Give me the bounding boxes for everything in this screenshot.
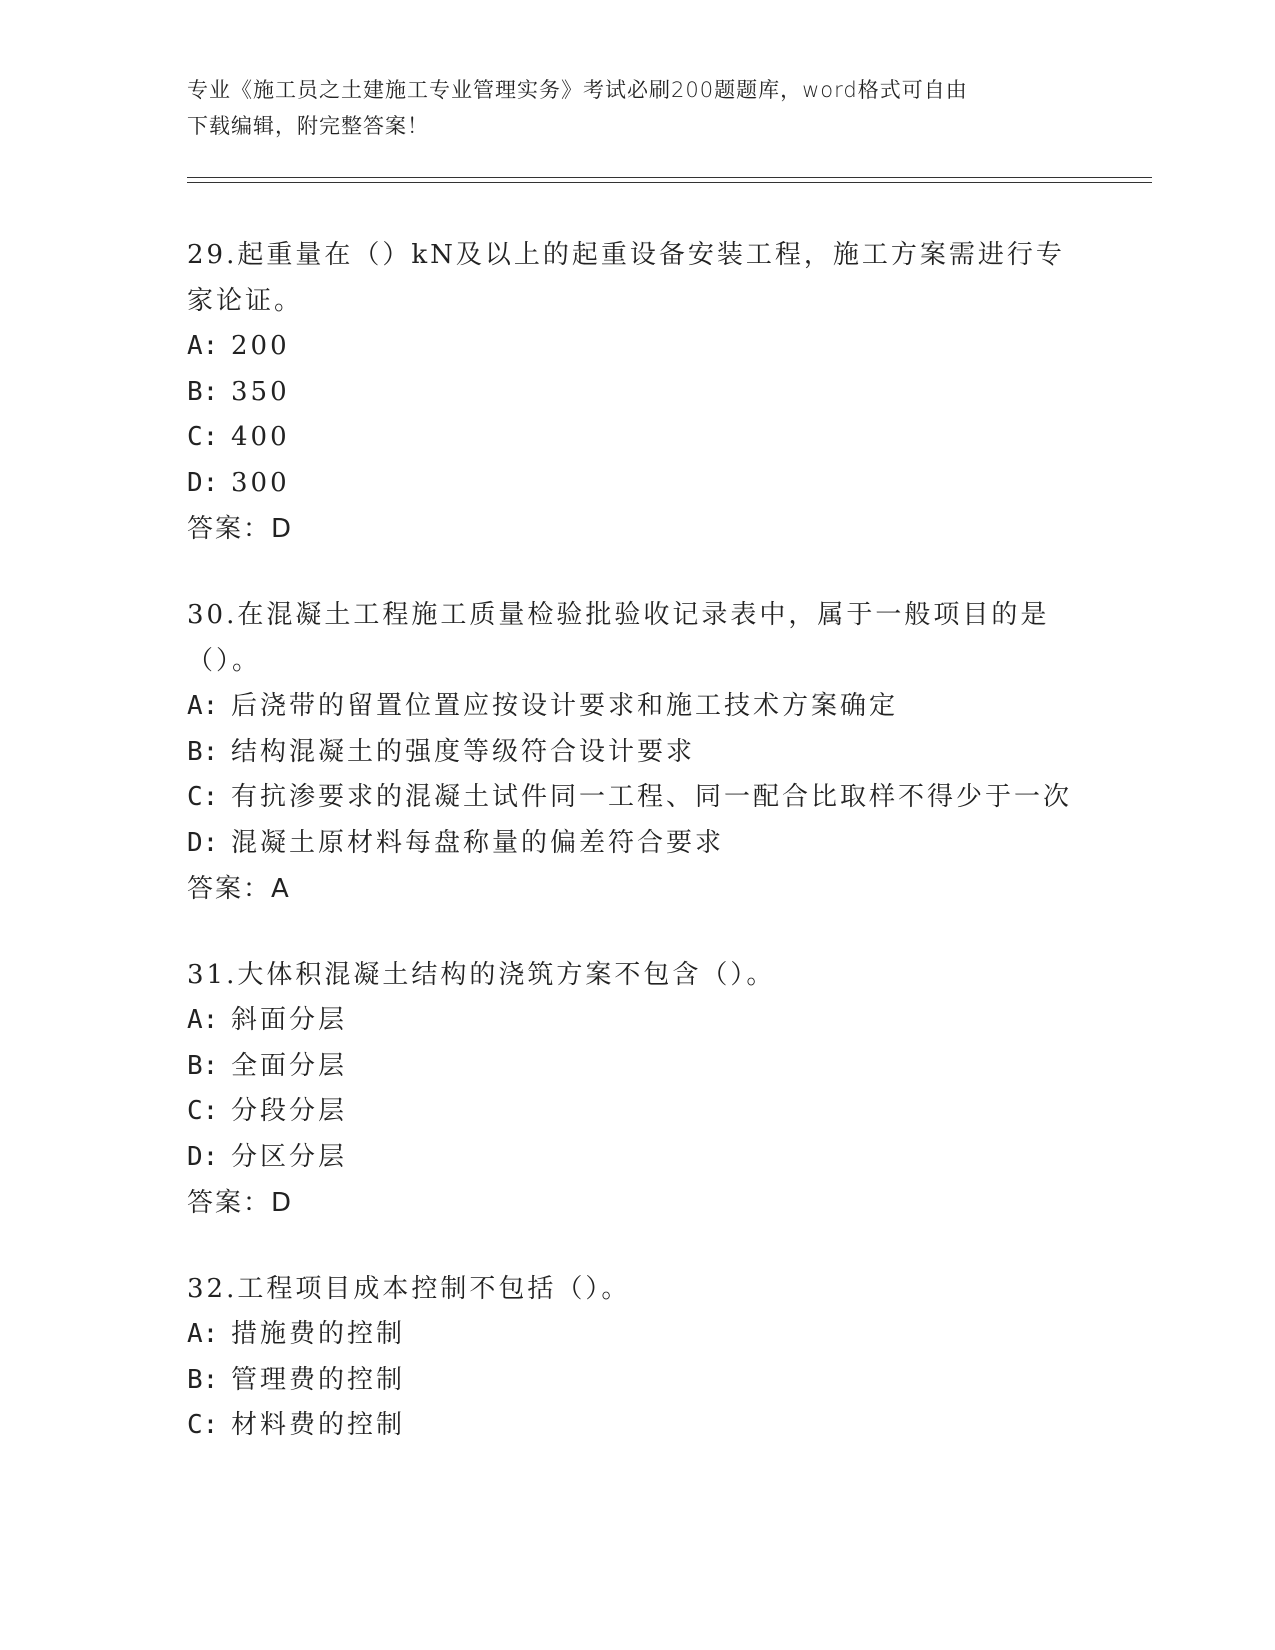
option-c	[187, 1403, 1087, 1449]
question-31	[187, 952, 1087, 1226]
option-d	[187, 821, 1087, 867]
option-d	[187, 1135, 1087, 1181]
header-line-1: 专业《施工员之土建施工专业管理实务》考试必刷200题题库，word格式可自由	[187, 78, 968, 102]
option-d	[187, 461, 1087, 507]
option-letter: D:	[187, 467, 219, 498]
option-text: 400	[231, 422, 290, 452]
option-text: 200	[231, 331, 290, 361]
question-list	[187, 232, 1087, 1489]
option-text: 全面分层	[231, 1050, 348, 1081]
option-text: 分区分层	[231, 1141, 348, 1172]
option-letter: C:	[187, 1096, 219, 1126]
option-text: 斜面分层	[231, 1005, 348, 1035]
option-letter: A:	[187, 1319, 219, 1349]
option-letter: A:	[187, 691, 219, 721]
option-text: 分段分层	[231, 1096, 348, 1126]
option-a	[187, 324, 1087, 370]
question-text: 29.起重量在（）kN及以上的起重设备安装工程，施工方案需进行专家论证。	[187, 240, 1065, 316]
option-text: 措施费的控制	[231, 1319, 406, 1349]
header-line-2: 下载编辑，附完整答案！	[187, 114, 429, 138]
option-text: 材料费的控制	[231, 1410, 406, 1440]
option-text: 后浇带的留置位置应按设计要求和施工技术方案确定	[231, 691, 899, 721]
option-a	[187, 684, 1087, 730]
option-text: 管理费的控制	[231, 1364, 406, 1395]
question-text: 30.在混凝土工程施工质量检验批验收记录表中，属于一般项目的是（）。	[187, 600, 1050, 676]
option-b	[187, 1358, 1087, 1404]
option-letter: B:	[187, 1050, 219, 1081]
option-text: 混凝土原材料每盘称量的偏差符合要求	[231, 827, 725, 858]
option-text: 结构混凝土的强度等级符合设计要求	[231, 736, 696, 767]
option-c	[187, 415, 1087, 461]
question-32	[187, 1266, 1087, 1449]
option-letter: B:	[187, 736, 219, 767]
option-c	[187, 1089, 1087, 1135]
option-letter: C:	[187, 782, 219, 812]
question-29	[187, 232, 1087, 552]
question-text: 32.工程项目成本控制不包括（）。	[187, 1274, 631, 1304]
option-letter: D:	[187, 1141, 219, 1172]
option-b	[187, 370, 1087, 416]
question-30	[187, 592, 1087, 912]
option-letter: B:	[187, 1364, 219, 1395]
option-letter: C:	[187, 422, 219, 452]
option-letter: A:	[187, 331, 219, 361]
option-text: 300	[231, 467, 290, 498]
option-letter: C:	[187, 1410, 219, 1440]
answer: 答案：D	[187, 514, 294, 544]
document-header	[187, 72, 1067, 144]
answer: 答案：D	[187, 1188, 294, 1218]
option-b	[187, 730, 1087, 776]
header-divider-top	[187, 177, 1152, 178]
option-b	[187, 1044, 1087, 1090]
option-letter: B:	[187, 376, 219, 407]
option-a	[187, 1312, 1087, 1358]
answer: 答案：A	[187, 874, 291, 904]
option-c	[187, 775, 1087, 821]
option-letter: D:	[187, 827, 219, 858]
option-a	[187, 998, 1087, 1044]
option-letter: A:	[187, 1005, 219, 1035]
question-text: 31.大体积混凝土结构的浇筑方案不包含（）。	[187, 960, 776, 990]
header-divider-bottom	[187, 182, 1152, 183]
option-text: 有抗渗要求的混凝土试件同一工程、同一配合比取样不得少于一次	[231, 782, 1073, 812]
option-text: 350	[231, 376, 290, 407]
